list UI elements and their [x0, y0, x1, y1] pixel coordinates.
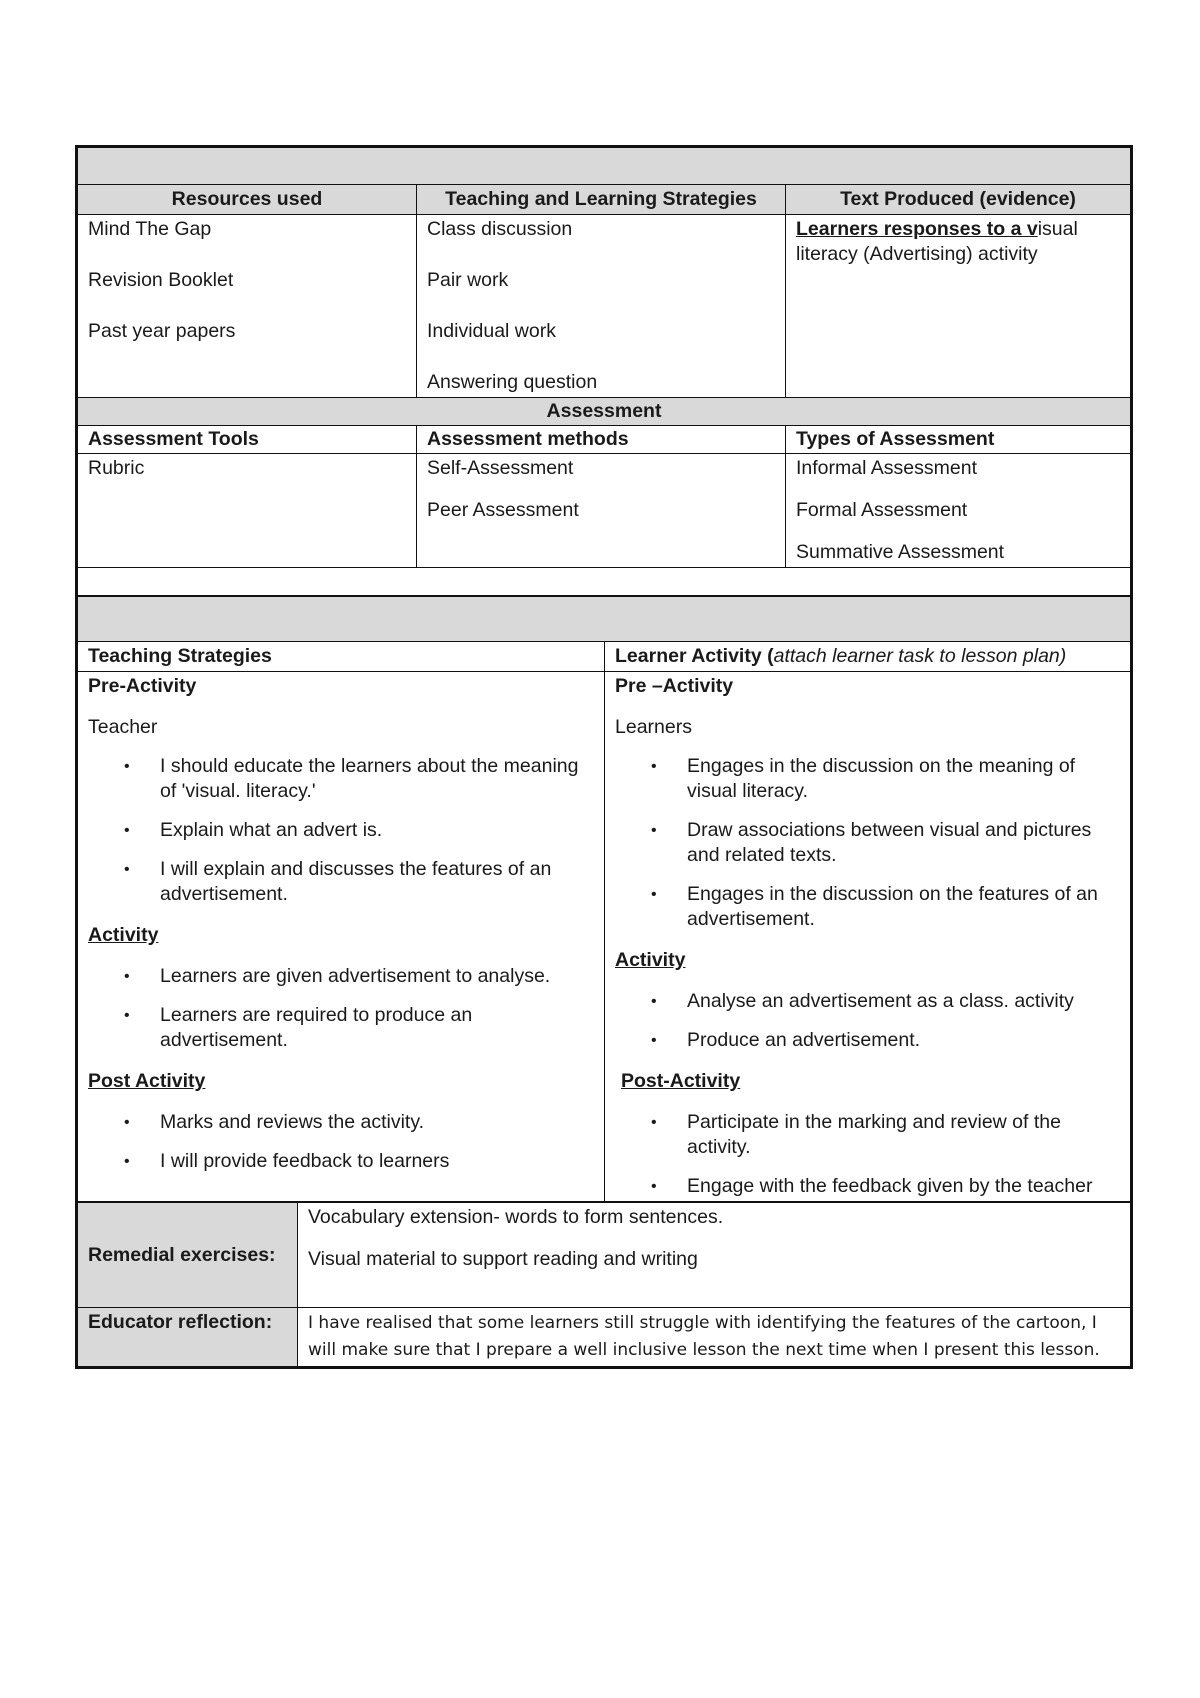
strategy-item: Individual work — [427, 320, 556, 342]
method-item: Self-Assessment — [427, 457, 574, 479]
teacher-post-list — [88, 1110, 594, 1174]
assessment-types-cell — [786, 454, 1131, 568]
strategy-item: Pair work — [427, 269, 509, 291]
evidence-cell — [786, 215, 1131, 398]
resources-header-row — [78, 185, 1131, 215]
blank-grey-row — [78, 597, 1131, 642]
learner-role: Learners — [615, 716, 692, 738]
teacher-column — [78, 672, 605, 1202]
evidence-rest: isual literacy (Advertising) activity — [796, 218, 1078, 265]
strategies-table — [77, 596, 1131, 1202]
resources-body-row — [78, 215, 1131, 398]
remedial-cell — [298, 1203, 1131, 1308]
header-strategies: Teaching and Learning Strategies — [417, 185, 786, 215]
assessment-tools-cell — [78, 454, 417, 568]
type-item: Formal Assessment — [796, 499, 968, 521]
header-assessment-methods: Assessment methods — [417, 426, 786, 454]
tool-item: Rubric — [88, 457, 145, 479]
resource-item: Mind The Gap — [88, 218, 212, 240]
list-item: • I will provide feedback to learners — [160, 1149, 594, 1174]
header-assessment-tools: Assessment Tools — [78, 426, 417, 454]
list-item: • Draw associations between visual and pictures and related texts. — [687, 818, 1120, 868]
list-item: • Participate in the marking and review of the activity. — [687, 1110, 1120, 1160]
reflection-label: Educator reflection: — [78, 1308, 298, 1367]
list-item: • Produce an advertisement. — [687, 1028, 1120, 1053]
resource-item: Past year papers — [88, 320, 236, 342]
resources-cell — [78, 215, 417, 398]
learner-activity-title: Activity — [615, 949, 686, 971]
list-item: • Analyse an advertisement as a class. activity — [687, 989, 1120, 1014]
blank-header-row — [78, 148, 1131, 185]
strategies-cell — [417, 215, 786, 398]
list-item: • Engage with the feedback given by the teacher — [687, 1174, 1120, 1199]
list-item: • Engages in the discussion on the features of an advertisement. — [687, 882, 1120, 932]
remedial-row — [78, 1203, 1131, 1308]
learner-pre-title: Pre –Activity — [615, 675, 734, 697]
evidence-bold: Learners responses to a v — [796, 218, 1038, 240]
strategies-body-row — [78, 672, 1131, 1202]
learner-column — [605, 672, 1131, 1202]
teacher-role: Teacher — [88, 716, 158, 738]
assessment-header-row — [78, 426, 1131, 454]
list-item: • I will explain and discusses the features of an advertisement. — [160, 857, 594, 907]
blank-spacer-row — [78, 568, 1131, 596]
type-item: Informal Assessment — [796, 457, 977, 479]
reflection-table — [77, 1202, 1131, 1367]
assessment-body-row — [78, 454, 1131, 568]
remedial-label: Remedial exercises: — [78, 1203, 298, 1308]
teacher-post-title: Post Activity — [88, 1070, 206, 1092]
teacher-activity-title: Activity — [88, 924, 159, 946]
list-item: • Learners are given advertisement to analyse. — [160, 964, 594, 989]
assessment-methods-cell — [417, 454, 786, 568]
reflection-text: I have realised that some learners still struggle with identifying the features of the cartoon, I will make sure that I prepare a well inclusive lesson the next time when I present this lesson. — [298, 1308, 1131, 1367]
learner-pre-list — [615, 754, 1120, 932]
remedial-line: Visual material to support reading and writing — [308, 1248, 698, 1270]
teacher-pre-title: Pre-Activity — [88, 675, 197, 697]
resource-item: Revision Booklet — [88, 269, 234, 291]
header-evidence: Text Produced (evidence) — [786, 185, 1131, 215]
assessment-title-row — [78, 398, 1131, 426]
learner-activity-list — [615, 989, 1120, 1053]
reflection-row — [78, 1308, 1131, 1367]
list-item: • I should educate the learners about the meaning of 'visual. literacy.' — [160, 754, 594, 804]
list-item: • Engages in the discussion on the meaning of visual literacy. — [687, 754, 1120, 804]
list-item: • Marks and reviews the activity. — [160, 1110, 594, 1135]
header-learner-activity: Learner Activity (attach learner task to lesson plan) — [605, 642, 1131, 672]
list-item: • Learners are required to produce an advertisement. — [160, 1003, 594, 1053]
teacher-activity-list — [88, 964, 594, 1053]
teacher-pre-list — [88, 754, 594, 907]
header-teaching-strategies: Teaching Strategies — [78, 642, 605, 672]
learner-post-list — [615, 1110, 1120, 1199]
strategy-item: Answering question — [427, 371, 598, 393]
resources-table — [77, 147, 1131, 596]
list-item: • Explain what an advert is. — [160, 818, 594, 843]
type-item: Summative Assessment — [796, 541, 1005, 563]
assessment-title: Assessment — [78, 398, 1131, 426]
header-assessment-types: Types of Assessment — [786, 426, 1131, 454]
header-resources: Resources used — [78, 185, 417, 215]
learner-post-title: Post-Activity — [621, 1070, 741, 1092]
method-item: Peer Assessment — [427, 499, 579, 521]
remedial-line: Vocabulary extension- words to form sentences. — [308, 1206, 724, 1228]
strategy-item: Class discussion — [427, 218, 573, 240]
strategies-header-row — [78, 642, 1131, 672]
lesson-plan-document — [75, 145, 1133, 1369]
